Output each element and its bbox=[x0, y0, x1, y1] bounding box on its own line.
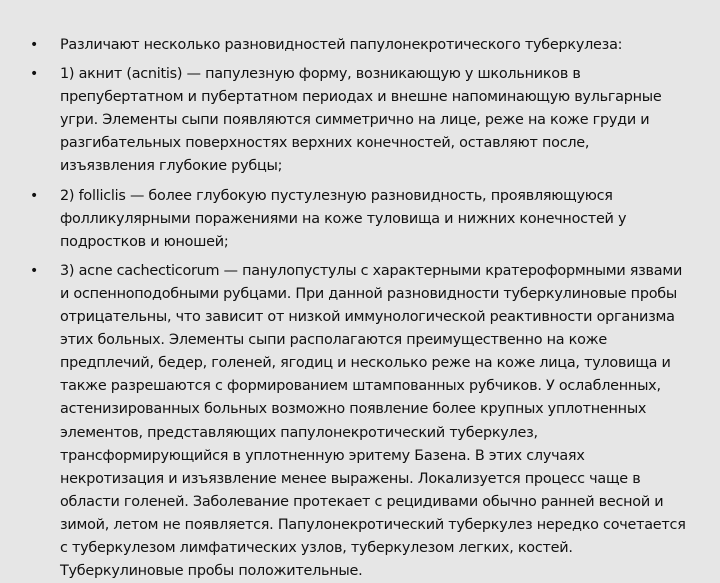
bullet-item-varieties bbox=[30, 34, 686, 57]
bullet-item-folliclis bbox=[30, 185, 686, 254]
bullet-icon: • bbox=[30, 37, 39, 53]
bullet-text: 2) folliclis — более глубокую пустулезную разновидность, проявляющуюся фолликулярными поражениями на коже туловища и нижних конечностей у подростков и юношей; bbox=[60, 187, 627, 250]
bullet-icon: • bbox=[30, 262, 39, 279]
bullet-list bbox=[30, 34, 686, 583]
bullet-text: 3) acne cachecticorum — панулопустулы с характерными кратероформными язвами и оспенноподобными рубцами. При данной разновидности туберкулиновые пробы отрицательны, что зависит от низкой иммунологической реактивности организма этих больных. Элементы сыпи располагаются преимущественно на коже предплечий, бедер, голеней, ягодиц и несколько реже на коже лица, туловища и также разрешаются с формированием штампованных рубчиков. У ослабленных, астенизированных больных возможно появление более крупных уплотненных элементов, представляющих папулонекротический туберкулез, трансформирующийся в уплотненную эритему Базена. В этих случаях некротизация и изъязвление менее выражены. Локализуется процесс чаще в области голеней. Заболевание протекает с рецидивами обычно ранней весной и зимой, летом не появляется. Папулонекротический туберкулез нередко сочетается с туберкулезом лимфатических узлов, туберкулезом легких, костей. Туберкулиновые пробы положительные. bbox=[60, 262, 686, 580]
bullet-text: Различают несколько разновидностей папулонекротического туберкулеза: bbox=[60, 37, 623, 53]
bullet-item-acnitis bbox=[30, 63, 686, 178]
bullet-icon: • bbox=[30, 187, 39, 204]
bullet-icon: • bbox=[30, 66, 39, 83]
bullet-text: 1) акнит (acnitis) — папулезную форму, возникающую у школьников в препубертатном и пубертатном периодах и внешне напоминающую вульгарные угри. Элементы сыпи появляются симметрично на лице, реже на коже груди и разгибательных поверхностях верхних конечностей, оставляют после, изъязвления глубокие рубцы; bbox=[60, 66, 662, 175]
bullet-item-acne-cachecticorum bbox=[30, 260, 686, 583]
